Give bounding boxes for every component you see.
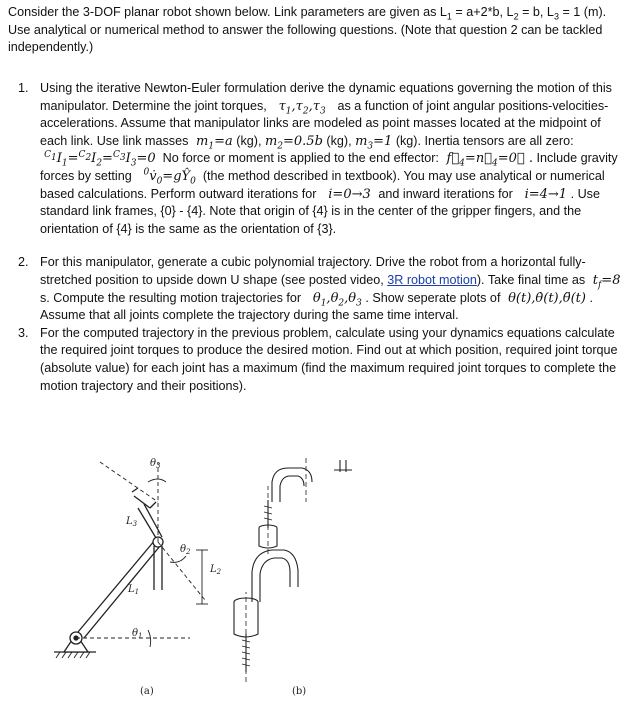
label-theta2: $\theta_2$ [180, 544, 191, 556]
label-theta3: $\theta_3$ [150, 458, 161, 470]
figure-a [54, 462, 208, 658]
label-theta1: $\theta_1$ [132, 628, 143, 640]
caption-b: (b) [292, 686, 307, 697]
robot-figure [40, 442, 600, 700]
caption-a: (a) [140, 686, 154, 697]
intro-line-2: Use analytical or numerical method to answer the following questions. (Note that question 2 can be tackled independently.) [8, 22, 603, 55]
robot-motion-link[interactable]: 3R robot motion [387, 272, 477, 287]
label-l2: $L_2$ [210, 564, 222, 576]
question-3: 3. For the computed trajectory in the previous problem, calculate using your dynamics equations calculate the required joint torques to produce the desired motion. Find out at which position, required joint torque (absolute value) for each joint has a maximum (find the maximum required joint torques to complete the motion trajectory and their positions). [18, 325, 618, 393]
question-2: 2. For this manipulator, generate a cubic polynomial trajectory. Drive the robot from a horizontal fully-stretched position to upside down U shape (see posted video, 3R robot motion). Take final time as $t_f=8$ s. Compute the resulting motion trajectories for $\theta_1,\theta_2,\theta_3$ . Show seperate plots of θ(t),θ̇(t),θ̈(t) . Assume that all joints complete the trajectory during the same time interval. [18, 255, 621, 323]
label-l3: $L_3$ [126, 516, 138, 528]
question-1: 1. Using the iterative Newton-Euler formulation derive the dynamic equations governing the motion of this manipulator. Determine the joint torques, $\tau_1,\tau_2,\tau_3$ as a function of joint angular positions-velocities-accelerations. Assume that manipulator links are modeled as point masses located at the midpoint of each link. Use link masses $m_1=a$ (kg), $m_2=0.5b$ (kg), $m_3=1$ (kg). Inertia tensors are all zero: $^{C_1}I_1=^{C_2}I_2=^{C_3}I_3=0$ No force or moment is applied to the end effector: $f⃗_4=n⃗_4=0⃗$ . Include gravity forces by setting $^0v_0=gY_0$ (the method described in textbook). You may use analytical or numerical based calculations. Perform outward iterations for i=0→3 and inward iterations for i=4→1 . Use standard link frames, {0} - {4}. Note that origin of {4} is in the center of the gripper fingers, and the orientation of {4} is the same as the orientation of {3}. [18, 81, 618, 236]
figure-b [234, 458, 352, 682]
robot-diagram [40, 442, 600, 700]
problem-intro [8, 4, 630, 57]
label-l1: $L_1$ [128, 584, 140, 596]
intro-line-1: Consider the 3-DOF planar robot shown below. Link parameters are given as $L_1 = a+2*b$, $L_2 = b$, $L_3 = 1$ (m). [8, 5, 607, 22]
question-list [0, 80, 630, 395]
